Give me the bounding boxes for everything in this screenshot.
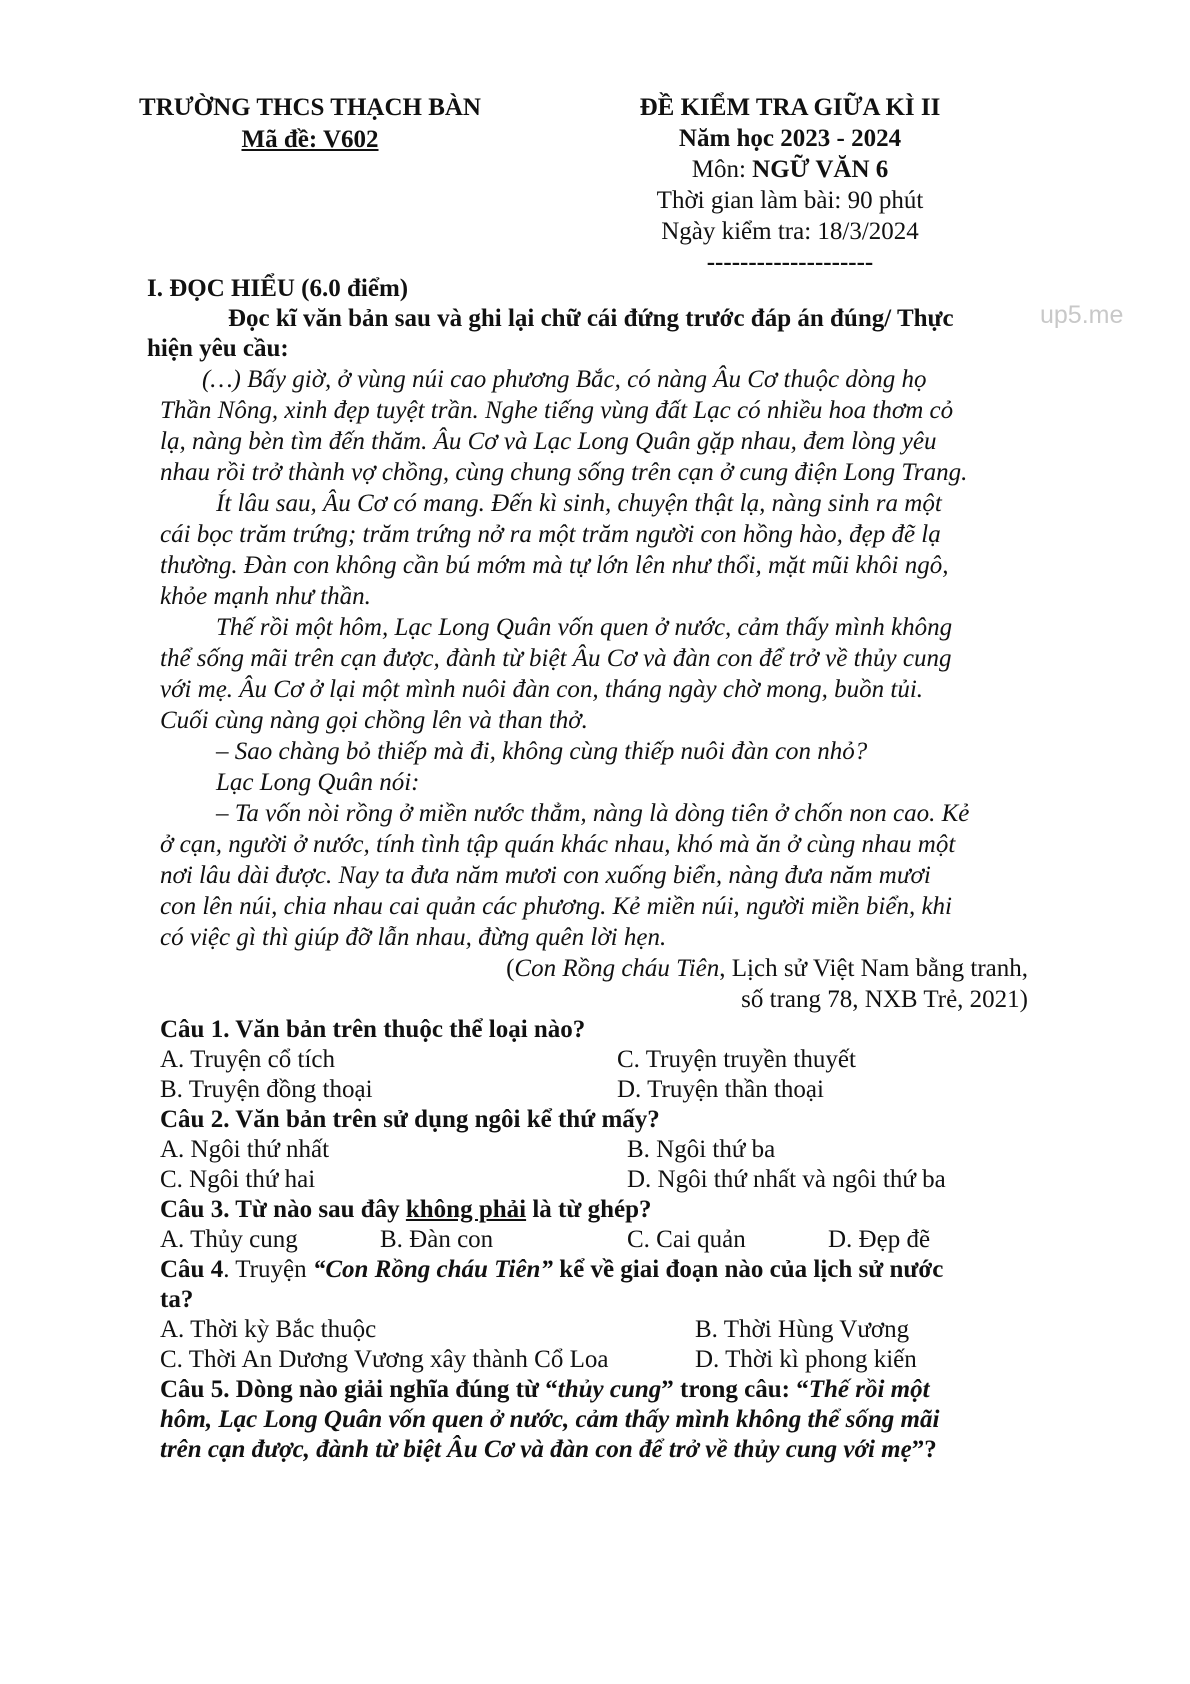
question-3-emphasis: không phải xyxy=(405,1196,527,1223)
question-5-line-2: hôm, Lạc Long Quân vốn quen ở nước, cảm thấy mình không thể sống mãi xyxy=(160,1406,940,1433)
passage-line: lạ, nàng bèn tìm đến thăm. Âu Cơ và Lạc Long Quân gặp nhau, đem lòng yêu xyxy=(160,428,937,455)
question-4-number: Câu 4 xyxy=(160,1256,224,1283)
passage-line: thể sống mãi trên cạn được, đành từ biệt Âu Cơ và đàn con để trở về thủy cung xyxy=(160,645,952,672)
subject-label: Môn: xyxy=(691,156,753,183)
question-4-options-row-1 xyxy=(150,1315,1030,1345)
question-1-options-row-2 xyxy=(150,1075,1030,1105)
reading-passage xyxy=(147,364,1030,953)
passage-line: ở cạn, người ở nước, tính tình tập quán khác nhau, khó mà ăn ở cùng nhau một xyxy=(160,831,956,858)
subject-line xyxy=(580,154,1000,185)
subject: NGỮ VĂN 6 xyxy=(752,156,889,183)
question-5-text: Câu 5. Dòng nào giải nghĩa đúng từ “ xyxy=(160,1376,558,1403)
source-citation xyxy=(147,953,1030,1015)
option-1a: A. Truyện cổ tích xyxy=(160,1046,335,1073)
passage-line: Thế rồi một hôm, Lạc Long Quân vốn quen ở nước, cảm thấy mình không xyxy=(216,614,953,641)
passage-line: Ít lâu sau, Âu Cơ có mang. Đến kì sinh, chuyện thật lạ, nàng sinh ra một xyxy=(216,490,942,517)
passage-line: nhau rồi trở thành vợ chồng, cùng chung sống trên cạn ở cung điện Long Trang. xyxy=(160,459,968,486)
passage-line: khỏe mạnh như thần. xyxy=(160,583,371,610)
option-3c: C. Cai quản xyxy=(627,1226,746,1253)
source-paren: ( xyxy=(506,955,515,982)
document-body xyxy=(0,274,1190,1465)
question-4-text: kể về giai đoạn nào của lịch sử nước xyxy=(552,1256,944,1283)
passage-line: Cuối cùng nàng gọi chồng lên và than thở. xyxy=(160,707,588,734)
question-1-options-row-1 xyxy=(150,1045,1030,1075)
question-2-options-row-1 xyxy=(150,1135,1030,1165)
section-title: I. ĐỌC HIỂU (6.0 điểm) xyxy=(147,275,409,302)
option-4b: B. Thời Hùng Vương xyxy=(695,1316,910,1343)
header-separator: -------------------- xyxy=(706,249,874,276)
passage-line: cái bọc trăm trứng; trăm trứng nở ra một trăm người con hồng hào, đẹp đẽ lạ xyxy=(160,521,941,548)
option-1c: C. Truyện truyền thuyết xyxy=(617,1046,856,1073)
option-1d: D. Truyện thần thoại xyxy=(617,1076,824,1103)
passage-line: Lạc Long Quân nói: xyxy=(216,769,420,796)
passage-line: với mẹ. Âu Cơ ở lại một mình nuôi đàn con, tháng ngày chờ mong, buồn tủi. xyxy=(160,676,924,703)
question-4-options-row-2 xyxy=(150,1345,1030,1375)
question-3-options xyxy=(150,1225,1030,1255)
watermark: up5.me xyxy=(1040,301,1124,329)
passage-line: Thần Nông, xinh đẹp tuyệt trần. Nghe tiếng vùng đất Lạc có nhiều hoa thơm cỏ xyxy=(160,397,954,424)
exam-code: Mã đề: V602 xyxy=(241,126,379,153)
question-2: Câu 2. Văn bản trên sử dụng ngôi kể thứ mấy? xyxy=(160,1106,660,1133)
option-1b: B. Truyện đồng thoại xyxy=(160,1076,373,1103)
school-name: TRƯỜNG THCS THẠCH BÀN xyxy=(139,94,481,121)
question-2-options-row-2 xyxy=(150,1165,1030,1195)
question-4-title: “Con Rồng cháu Tiên” xyxy=(312,1256,553,1283)
document-header xyxy=(0,0,1190,276)
option-2a: A. Ngôi thứ nhất xyxy=(160,1136,330,1163)
source-citation-line-2: số trang 78, NXB Trẻ, 2021) xyxy=(741,986,1028,1013)
question-1: Câu 1. Văn bản trên thuộc thể loại nào? xyxy=(160,1016,586,1043)
question-5-quote-start: Thế rồi một xyxy=(808,1376,930,1403)
question-5 xyxy=(147,1375,1030,1405)
instruction-line-1: Đọc kĩ văn bản sau và ghi lại chữ cái đứng trước đáp án đúng/ Thực xyxy=(228,305,954,332)
question-5-term: thủy cung xyxy=(557,1376,662,1403)
exam-header xyxy=(580,92,1000,278)
question-5-line-3 xyxy=(147,1435,1030,1465)
question-5-mid: ” trong câu: “ xyxy=(661,1376,809,1403)
passage-line: (…) Bấy giờ, ở vùng núi cao phương Bắc, có nàng Âu Cơ thuộc dòng họ xyxy=(202,366,927,393)
option-4a: A. Thời kỳ Bắc thuộc xyxy=(160,1316,377,1343)
passage-line: thường. Đàn con không cần bú mớm mà tự lớn lên như thổi, mặt mũi khôi ngô, xyxy=(160,552,949,579)
question-4 xyxy=(147,1255,1030,1285)
question-4-line-2: ta? xyxy=(160,1286,194,1313)
option-4c: C. Thời An Dương Vương xây thành Cổ Loa xyxy=(160,1346,609,1373)
passage-line: con lên núi, chia nhau cai quản các phương. Kẻ miền núi, người miền biển, khi xyxy=(160,893,953,920)
source-title: Con Rồng cháu Tiên xyxy=(514,955,720,982)
school-header xyxy=(110,92,510,156)
option-4d: D. Thời kì phong kiến xyxy=(695,1346,917,1373)
passage-line: – Ta vốn nòi rồng ở miền nước thẳm, nàng là dòng tiên ở chốn non cao. Kẻ xyxy=(216,800,970,827)
option-3b: B. Đàn con xyxy=(380,1226,494,1253)
instruction-line-2: hiện yêu cầu: xyxy=(147,335,289,362)
option-2b: B. Ngôi thứ ba xyxy=(627,1136,776,1163)
passage-line: nơi lâu dài được. Nay ta đưa năm mươi con xuống biển, nàng đưa năm mươi xyxy=(160,862,931,889)
question-3 xyxy=(147,1195,1030,1225)
option-2d: D. Ngôi thứ nhất và ngôi thứ ba xyxy=(627,1166,946,1193)
duration: Thời gian làm bài: 90 phút xyxy=(656,187,924,214)
option-3a: A. Thủy cung xyxy=(160,1226,298,1253)
question-4-dot: . Truyện xyxy=(223,1256,313,1283)
passage-line: – Sao chàng bỏ thiếp mà đi, không cùng thiếp nuôi đàn con nhỏ? xyxy=(216,738,868,765)
school-year: Năm học 2023 - 2024 xyxy=(678,125,902,152)
question-3-text: Câu 3. Từ nào sau đây xyxy=(160,1196,406,1223)
passage-line: có việc gì thì giúp đỡ lẫn nhau, đừng quên lời hẹn. xyxy=(160,924,667,951)
exam-date: Ngày kiểm tra: 18/3/2024 xyxy=(661,218,919,245)
source-rest: , Lịch sử Việt Nam bằng tranh, xyxy=(719,955,1028,982)
source-citation-line-1 xyxy=(147,953,1028,984)
question-5-end: ”? xyxy=(911,1436,937,1463)
exam-title: ĐỀ KIỂM TRA GIỮA KÌ II xyxy=(639,94,941,121)
question-5-quote-end: trên cạn được, đành từ biệt Âu Cơ và đàn con để trở về thủy cung với mẹ xyxy=(160,1436,912,1463)
option-3d: D. Đẹp đẽ xyxy=(828,1226,931,1253)
question-3-end: là từ ghép? xyxy=(526,1196,652,1223)
option-2c: C. Ngôi thứ hai xyxy=(160,1166,316,1193)
